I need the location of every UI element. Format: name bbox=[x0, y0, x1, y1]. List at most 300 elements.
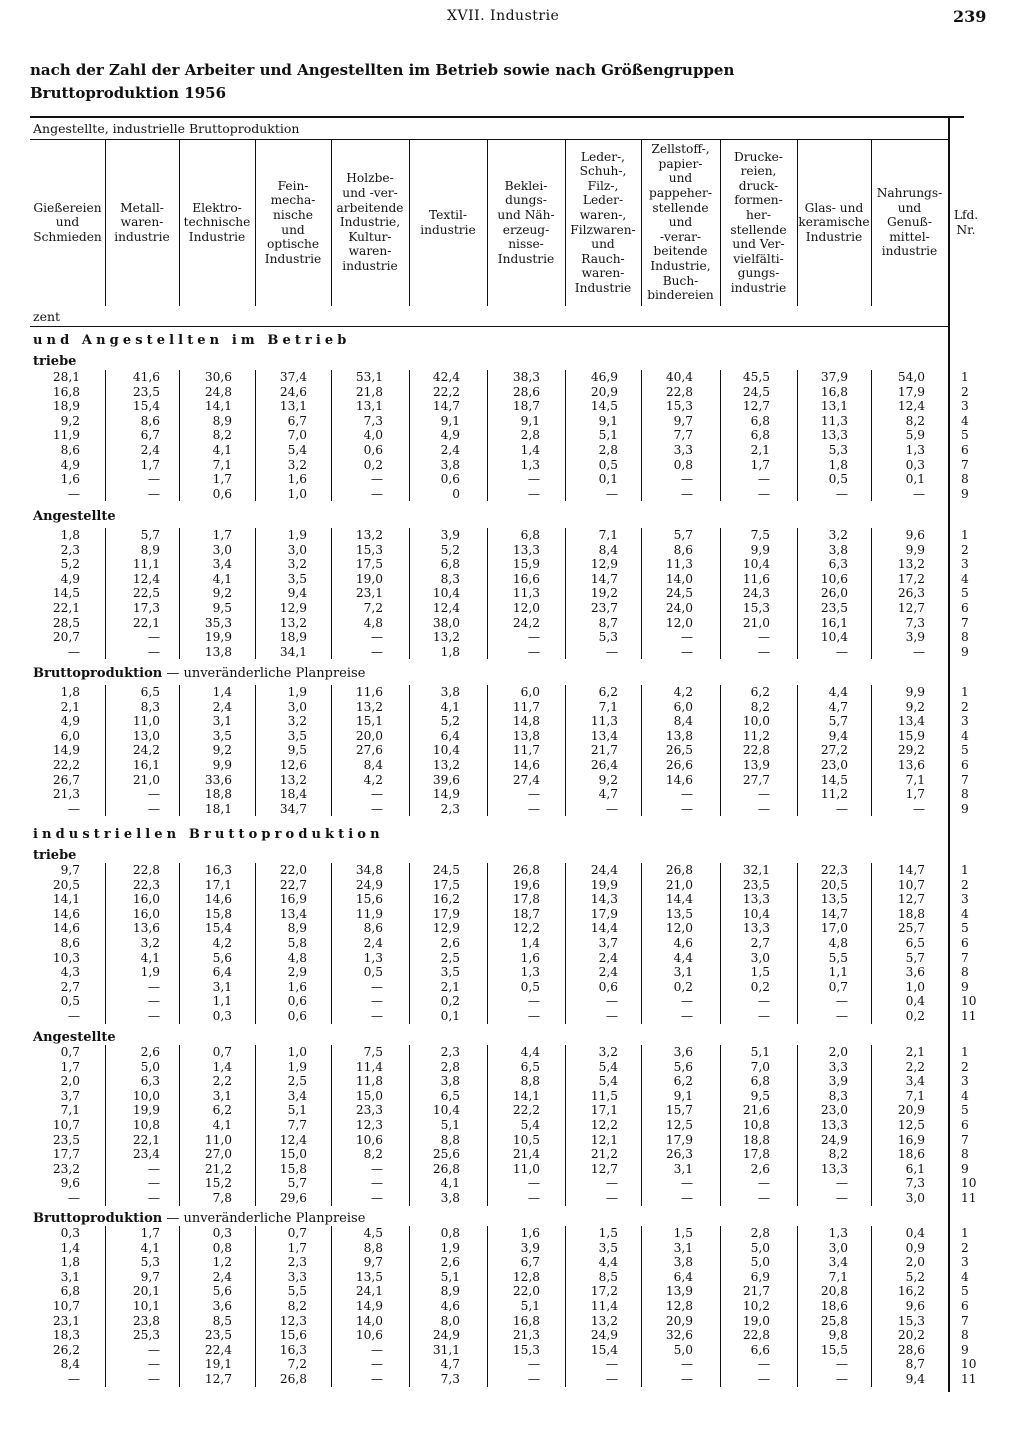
table-cell: 0,2 bbox=[750, 980, 770, 994]
table-cell: 3,5 bbox=[287, 572, 307, 586]
table-cell: 7,7 bbox=[673, 428, 693, 442]
row-number: 4 bbox=[961, 414, 969, 428]
table-cell: 10,0 bbox=[742, 714, 770, 728]
table-cell: 1,7 bbox=[750, 458, 770, 472]
table-cell: 23,4 bbox=[132, 1147, 160, 1161]
table-cell: 22,8 bbox=[665, 385, 693, 399]
column-divider-body bbox=[565, 863, 566, 1024]
table-cell: — bbox=[680, 645, 693, 659]
table-cell: 13,2 bbox=[897, 557, 925, 571]
table-cell: 3,6 bbox=[212, 1299, 232, 1313]
table-cell: 6,6 bbox=[750, 1343, 770, 1357]
table-cell: 2,6 bbox=[750, 1162, 770, 1176]
column-divider-body bbox=[797, 1226, 798, 1387]
table-cell: 15,8 bbox=[279, 1162, 307, 1176]
table-cell: 16,9 bbox=[897, 1133, 925, 1147]
column-divider-body bbox=[720, 1226, 721, 1387]
table-cell: 17,1 bbox=[590, 1103, 618, 1117]
table-cell: 0,4 bbox=[905, 994, 925, 1008]
table-cell: 8,6 bbox=[673, 543, 693, 557]
table-cell: 27,0 bbox=[204, 1147, 232, 1161]
table-cell: 6,2 bbox=[598, 685, 618, 699]
column-header-8 bbox=[565, 140, 641, 305]
table-cell: 20,0 bbox=[355, 729, 383, 743]
section-heading bbox=[33, 1211, 365, 1226]
table-cell: — bbox=[757, 1372, 770, 1386]
column-divider-body bbox=[720, 528, 721, 659]
column-divider-header bbox=[797, 140, 798, 306]
table-cell: 8,3 bbox=[828, 1089, 848, 1103]
table-cell: 12,7 bbox=[590, 1162, 618, 1176]
table-cell: 12,2 bbox=[512, 921, 540, 935]
table-cell: 22,3 bbox=[820, 863, 848, 877]
table-cell: 3,1 bbox=[212, 1089, 232, 1103]
table-cell: 8,8 bbox=[363, 1241, 383, 1255]
table-cell: — bbox=[147, 994, 160, 1008]
table-cell: 8,5 bbox=[212, 1314, 232, 1328]
table-cell: 1,4 bbox=[212, 685, 232, 699]
table-cell: 1,9 bbox=[287, 528, 307, 542]
column-divider-header bbox=[331, 140, 332, 306]
table-cell: 7,0 bbox=[287, 428, 307, 442]
column-divider-body bbox=[331, 370, 332, 501]
table-cell: 2,0 bbox=[828, 1045, 848, 1059]
table-cell: 27,6 bbox=[355, 743, 383, 757]
table-cell: 3,1 bbox=[212, 714, 232, 728]
table-cell: 3,9 bbox=[828, 1074, 848, 1088]
table-cell: — bbox=[147, 980, 160, 994]
table-cell: 11,6 bbox=[742, 572, 770, 586]
table-cell: 41,6 bbox=[132, 370, 160, 384]
table-cell: 4,8 bbox=[363, 616, 383, 630]
table-cell: 24,2 bbox=[132, 743, 160, 757]
table-cell: 28,1 bbox=[52, 370, 80, 384]
table-cell: — bbox=[370, 630, 383, 644]
table-cell: 6,9 bbox=[750, 1270, 770, 1284]
table-cell: 12,5 bbox=[665, 1118, 693, 1132]
table-cell: — bbox=[67, 1191, 80, 1205]
row-number: 9 bbox=[961, 980, 969, 994]
table-cell: 7,5 bbox=[363, 1045, 383, 1059]
table-cell: 27,2 bbox=[820, 743, 848, 757]
table-cell: 10,6 bbox=[820, 572, 848, 586]
column-divider-body bbox=[105, 528, 106, 659]
table-cell: 0,1 bbox=[905, 472, 925, 486]
table-cell: 24,6 bbox=[279, 385, 307, 399]
table-cell: 15,4 bbox=[132, 399, 160, 413]
table-cell: 3,0 bbox=[212, 543, 232, 557]
table-cell: 26,3 bbox=[665, 1147, 693, 1161]
table-cell: 8,2 bbox=[828, 1147, 848, 1161]
table-cell: 23,8 bbox=[132, 1314, 160, 1328]
column-divider-body bbox=[487, 1226, 488, 1387]
table-cell: 22,0 bbox=[512, 1284, 540, 1298]
table-cell: 11,4 bbox=[590, 1299, 618, 1313]
table-cell: 8,9 bbox=[140, 543, 160, 557]
table-cell: 0,3 bbox=[212, 1009, 232, 1023]
table-cell: 20,9 bbox=[590, 385, 618, 399]
table-cell: 22,3 bbox=[132, 878, 160, 892]
table-cell: — bbox=[605, 1372, 618, 1386]
table-cell: 12,6 bbox=[279, 758, 307, 772]
table-cell: 26,4 bbox=[590, 758, 618, 772]
table-cell: 5,3 bbox=[598, 630, 618, 644]
table-cell: 1,0 bbox=[287, 487, 307, 501]
table-cell: 10,4 bbox=[742, 557, 770, 571]
column-divider-body bbox=[255, 1045, 256, 1206]
table-cell: — bbox=[757, 1357, 770, 1371]
table-cell: 6,1 bbox=[905, 1162, 925, 1176]
table-cell: 17,9 bbox=[897, 385, 925, 399]
table-cell: — bbox=[605, 994, 618, 1008]
column-header-2 bbox=[105, 140, 179, 305]
row-number: 9 bbox=[961, 802, 969, 816]
table-cell: 16,2 bbox=[897, 1284, 925, 1298]
column-divider-header bbox=[871, 140, 872, 306]
running-head: XVII. Industrie bbox=[447, 8, 560, 24]
table-cell: 17,2 bbox=[897, 572, 925, 586]
row-number: 3 bbox=[961, 714, 969, 728]
table-cell: 6,4 bbox=[440, 729, 460, 743]
table-cell: 21,0 bbox=[665, 878, 693, 892]
table-cell: 7,3 bbox=[363, 414, 383, 428]
table-cell: 17,9 bbox=[590, 907, 618, 921]
table-cell: 0,3 bbox=[905, 458, 925, 472]
table-cell: 19,0 bbox=[742, 1314, 770, 1328]
table-cell: 42,4 bbox=[432, 370, 460, 384]
table-cell: 9,2 bbox=[598, 773, 618, 787]
header-top-label: Angestellte, industrielle Bruttoproduktion bbox=[33, 121, 300, 136]
table-cell: 3,2 bbox=[598, 1045, 618, 1059]
table-cell: 22,2 bbox=[432, 385, 460, 399]
row-number: 5 bbox=[961, 586, 969, 600]
column-divider-body bbox=[409, 863, 410, 1024]
table-cell: 13,8 bbox=[204, 645, 232, 659]
table-cell: 22,1 bbox=[132, 1133, 160, 1147]
table-cell: 53,1 bbox=[355, 370, 383, 384]
table-cell: 5,1 bbox=[520, 1299, 540, 1313]
table-cell: 1,3 bbox=[828, 1226, 848, 1240]
table-cell: 3,0 bbox=[828, 1241, 848, 1255]
table-cell: — bbox=[680, 1357, 693, 1371]
column-header-text: Nahrungs- und Genuß- mittel- industrie bbox=[876, 186, 943, 259]
section-heading bbox=[33, 666, 365, 681]
table-cell: 11,3 bbox=[590, 714, 618, 728]
table-cell: 25,7 bbox=[897, 921, 925, 935]
table-cell: 17,5 bbox=[432, 878, 460, 892]
table-cell: 1,7 bbox=[140, 458, 160, 472]
table-cell: 16,0 bbox=[132, 892, 160, 906]
table-cell: 2,4 bbox=[598, 951, 618, 965]
table-cell: 17,1 bbox=[204, 878, 232, 892]
column-divider-body bbox=[641, 863, 642, 1024]
row-number: 8 bbox=[961, 472, 969, 486]
column-divider-body bbox=[409, 685, 410, 816]
table-cell: 23,0 bbox=[820, 758, 848, 772]
table-cell: 22,2 bbox=[52, 758, 80, 772]
table-cell: 13,3 bbox=[742, 921, 770, 935]
table-cell: 18,7 bbox=[512, 907, 540, 921]
table-cell: 12,7 bbox=[742, 399, 770, 413]
table-cell: 3,9 bbox=[520, 1241, 540, 1255]
table-cell: 22,1 bbox=[132, 616, 160, 630]
column-divider-body bbox=[720, 1045, 721, 1206]
table-cell: 24,5 bbox=[742, 385, 770, 399]
table-cell: 13,4 bbox=[279, 907, 307, 921]
table-cell: 11,7 bbox=[512, 743, 540, 757]
table-cell: 8,6 bbox=[60, 443, 80, 457]
table-cell: 2,3 bbox=[60, 543, 80, 557]
row-number: 10 bbox=[961, 994, 977, 1008]
table-cell: — bbox=[147, 1191, 160, 1205]
table-cell: — bbox=[527, 787, 540, 801]
column-divider-body bbox=[487, 685, 488, 816]
table-cell: 2,1 bbox=[750, 443, 770, 457]
table-cell: 1,9 bbox=[140, 965, 160, 979]
table-cell: 1,6 bbox=[287, 472, 307, 486]
row-number: 5 bbox=[961, 921, 969, 935]
table-cell: 6,7 bbox=[140, 428, 160, 442]
section-heading-main: industriellen Bruttoproduktion bbox=[33, 827, 384, 842]
table-cell: 9,6 bbox=[905, 528, 925, 542]
table-cell: 33,6 bbox=[204, 773, 232, 787]
column-divider-body bbox=[331, 528, 332, 659]
table-cell: 26,8 bbox=[432, 1162, 460, 1176]
table-cell: 14,6 bbox=[52, 907, 80, 921]
table-cell: 16,3 bbox=[204, 863, 232, 877]
table-cell: 15,3 bbox=[512, 1343, 540, 1357]
table-cell: 9,9 bbox=[905, 685, 925, 699]
table-cell: 18,1 bbox=[204, 802, 232, 816]
table-cell: 39,6 bbox=[432, 773, 460, 787]
table-cell: 1,4 bbox=[212, 1060, 232, 1074]
column-divider-body bbox=[487, 528, 488, 659]
column-divider-body bbox=[565, 1226, 566, 1387]
table-cell: 3,3 bbox=[828, 1060, 848, 1074]
row-number: 3 bbox=[961, 1255, 969, 1269]
table-cell: 8,2 bbox=[287, 1299, 307, 1313]
table-cell: 2,4 bbox=[598, 965, 618, 979]
table-cell: 6,8 bbox=[520, 528, 540, 542]
table-cell: 1,3 bbox=[905, 443, 925, 457]
table-cell: 26,8 bbox=[665, 863, 693, 877]
table-cell: 14,3 bbox=[590, 892, 618, 906]
table-cell: — bbox=[605, 802, 618, 816]
table-cell: 4,2 bbox=[363, 773, 383, 787]
row-number: 5 bbox=[961, 428, 969, 442]
table-cell: 0,5 bbox=[363, 965, 383, 979]
table-cell: 8,2 bbox=[905, 414, 925, 428]
table-cell: 13,0 bbox=[132, 729, 160, 743]
column-divider-body bbox=[487, 370, 488, 501]
section-heading-main: Bruttoproduktion bbox=[33, 666, 163, 681]
table-cell: 5,7 bbox=[905, 951, 925, 965]
table-cell: 5,2 bbox=[440, 714, 460, 728]
page-number: 239 bbox=[953, 7, 987, 26]
table-cell: 2,4 bbox=[440, 443, 460, 457]
table-cell: 37,9 bbox=[820, 370, 848, 384]
table-cell: 1,8 bbox=[60, 1255, 80, 1269]
table-cell: 3,9 bbox=[905, 630, 925, 644]
row-number: 1 bbox=[961, 863, 969, 877]
table-cell: — bbox=[680, 487, 693, 501]
table-cell: 3,4 bbox=[212, 557, 232, 571]
table-cell: 24,9 bbox=[432, 1328, 460, 1342]
table-cell: 13,2 bbox=[432, 758, 460, 772]
table-cell: 26,3 bbox=[897, 586, 925, 600]
table-cell: — bbox=[757, 487, 770, 501]
table-cell: — bbox=[370, 980, 383, 994]
table-title: nach der Zahl der Arbeiter und Angestellten im Betrieb sowie nach Größengruppen bbox=[30, 61, 735, 79]
lfd-nr-header bbox=[948, 140, 984, 305]
table-cell: 6,8 bbox=[750, 414, 770, 428]
row-number: 7 bbox=[961, 773, 969, 787]
table-cell: 4,7 bbox=[598, 787, 618, 801]
table-cell: 35,3 bbox=[204, 616, 232, 630]
column-divider-body bbox=[255, 1226, 256, 1387]
row-number: 8 bbox=[961, 965, 969, 979]
table-cell: — bbox=[527, 1191, 540, 1205]
table-cell: 12,7 bbox=[897, 892, 925, 906]
table-cell: — bbox=[912, 645, 925, 659]
table-cell: — bbox=[835, 645, 848, 659]
table-cell: 3,0 bbox=[287, 543, 307, 557]
table-cell: 3,1 bbox=[212, 980, 232, 994]
table-cell: 54,0 bbox=[897, 370, 925, 384]
table-cell: 5,0 bbox=[673, 1343, 693, 1357]
table-cell: 3,5 bbox=[440, 965, 460, 979]
section-heading bbox=[33, 1030, 116, 1045]
table-cell: 4,4 bbox=[598, 1255, 618, 1269]
table-cell: 9,5 bbox=[212, 601, 232, 615]
header-unit-label: zent bbox=[33, 309, 61, 324]
table-cell: 26,0 bbox=[820, 586, 848, 600]
table-cell: 3,5 bbox=[287, 729, 307, 743]
column-header-7 bbox=[487, 140, 565, 305]
column-divider-body bbox=[871, 685, 872, 816]
table-cell: 12,5 bbox=[897, 1118, 925, 1132]
table-cell: 2,8 bbox=[598, 443, 618, 457]
table-cell: 22,0 bbox=[279, 863, 307, 877]
table-cell: 9,9 bbox=[212, 758, 232, 772]
column-divider-header bbox=[565, 140, 566, 306]
table-cell: 4,6 bbox=[440, 1299, 460, 1313]
table-cell: 13,2 bbox=[355, 700, 383, 714]
table-cell: 0,6 bbox=[287, 1009, 307, 1023]
table-cell: 9,1 bbox=[520, 414, 540, 428]
table-cell: 11,3 bbox=[512, 586, 540, 600]
table-cell: — bbox=[370, 472, 383, 486]
table-cell: 4,8 bbox=[287, 951, 307, 965]
table-cell: 12,7 bbox=[204, 1372, 232, 1386]
table-cell: 14,9 bbox=[52, 743, 80, 757]
table-cell: — bbox=[370, 1343, 383, 1357]
table-cell: 23,1 bbox=[355, 586, 383, 600]
table-cell: 13,5 bbox=[355, 1270, 383, 1284]
table-cell: 2,8 bbox=[440, 1060, 460, 1074]
table-cell: 21,8 bbox=[355, 385, 383, 399]
table-cell: — bbox=[370, 1009, 383, 1023]
table-cell: 21,7 bbox=[742, 1284, 770, 1298]
row-number: 7 bbox=[961, 616, 969, 630]
table-cell: 7,1 bbox=[598, 700, 618, 714]
table-cell: 10,6 bbox=[355, 1133, 383, 1147]
table-cell: 9,4 bbox=[828, 729, 848, 743]
table-cell: — bbox=[605, 1009, 618, 1023]
table-cell: 4,1 bbox=[440, 700, 460, 714]
table-cell: 15,6 bbox=[355, 892, 383, 906]
table-cell: 22,8 bbox=[742, 1328, 770, 1342]
column-divider-body bbox=[331, 863, 332, 1024]
table-cell: 23,0 bbox=[820, 1103, 848, 1117]
table-cell: 1,6 bbox=[520, 951, 540, 965]
table-top-rule bbox=[30, 116, 964, 118]
table-cell: 7,3 bbox=[905, 1176, 925, 1190]
table-cell: — bbox=[757, 1009, 770, 1023]
table-cell: — bbox=[757, 994, 770, 1008]
table-cell: 23,2 bbox=[52, 1162, 80, 1176]
table-cell: 20,9 bbox=[897, 1103, 925, 1117]
table-cell: 23,5 bbox=[742, 878, 770, 892]
column-divider-body bbox=[641, 1226, 642, 1387]
table-cell: 3,1 bbox=[60, 1270, 80, 1284]
table-cell: — bbox=[835, 1357, 848, 1371]
table-cell: 12,0 bbox=[665, 921, 693, 935]
table-cell: 5,7 bbox=[673, 528, 693, 542]
table-cell: 7,7 bbox=[287, 1118, 307, 1132]
table-cell: — bbox=[67, 1372, 80, 1386]
table-cell: — bbox=[835, 487, 848, 501]
table-cell: 4,9 bbox=[60, 572, 80, 586]
table-cell: 13,3 bbox=[820, 1118, 848, 1132]
table-cell: 4,6 bbox=[673, 936, 693, 950]
table-cell: 21,0 bbox=[132, 773, 160, 787]
table-cell: 17,2 bbox=[590, 1284, 618, 1298]
column-divider-header bbox=[641, 140, 642, 306]
table-cell: 24,2 bbox=[512, 616, 540, 630]
table-cell: 4,3 bbox=[60, 965, 80, 979]
table-cell: 34,7 bbox=[279, 802, 307, 816]
table-cell: — bbox=[527, 802, 540, 816]
table-cell: 4,4 bbox=[520, 1045, 540, 1059]
table-cell: — bbox=[680, 787, 693, 801]
table-cell: — bbox=[147, 487, 160, 501]
table-cell: 21,3 bbox=[512, 1328, 540, 1342]
row-number: 2 bbox=[961, 1241, 969, 1255]
table-cell: 1,0 bbox=[287, 1045, 307, 1059]
table-cell: 1,5 bbox=[750, 965, 770, 979]
table-cell: 0,6 bbox=[363, 443, 383, 457]
row-number: 4 bbox=[961, 907, 969, 921]
row-number: 9 bbox=[961, 1343, 969, 1357]
table-cell: 2,4 bbox=[363, 936, 383, 950]
table-cell: 2,1 bbox=[60, 700, 80, 714]
table-cell: 6,0 bbox=[673, 700, 693, 714]
table-cell: 8,3 bbox=[140, 700, 160, 714]
table-cell: 11,1 bbox=[132, 557, 160, 571]
table-cell: 3,7 bbox=[60, 1089, 80, 1103]
table-cell: 3,4 bbox=[905, 1074, 925, 1088]
table-cell: 4,5 bbox=[363, 1226, 383, 1240]
table-cell: — bbox=[757, 802, 770, 816]
table-cell: 2,4 bbox=[212, 700, 232, 714]
table-cell: 6,3 bbox=[828, 557, 848, 571]
table-cell: 0,3 bbox=[212, 1226, 232, 1240]
column-divider-body bbox=[409, 1045, 410, 1206]
section-heading-note: — unveränderliche Planpreise bbox=[162, 1211, 366, 1226]
table-cell: 5,6 bbox=[673, 1060, 693, 1074]
column-header-text: Elektro- technische Industrie bbox=[183, 200, 251, 244]
